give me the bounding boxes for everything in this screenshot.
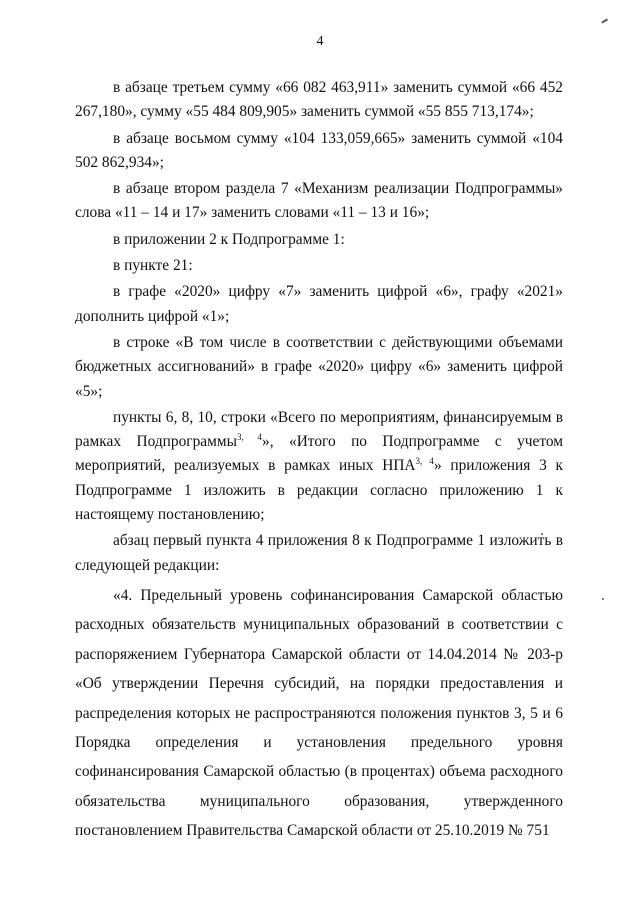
paragraph-items-text-1: пункты 6, 8, 10, строки «Всего по мероприятиям, финансируемым в рамках Подпрограммы bbox=[75, 408, 563, 451]
paragraph-column-2020: в графе «2020» цифру «7» заменить цифрой «6», графу «2021» дополнить цифрой «1»; bbox=[75, 283, 563, 325]
scan-mark bbox=[601, 18, 608, 23]
paragraph-items-text-2: », «Итого по Подпрограмме с учетом мероприятий, реализуемых в рамках иных НПА bbox=[75, 433, 563, 475]
paragraph-items-text-3: » приложения 3 к Подпрограмме 1 изложить в редакции согласно приложению 1 к настоящему постановлению; bbox=[75, 457, 563, 524]
page-number: 4 bbox=[316, 34, 324, 49]
paragraph-budget-third: в абзаце третьем сумму «66 082 463,911» заменить суммой «66 452 267,180», сумму «55 484 809,905» заменить суммой «55 855 713,174»; bbox=[75, 79, 563, 121]
paragraph-section-7: в абзаце втором раздела 7 «Механизм реализации Подпрограммы» слова «11 – 14 и 17» заменить словами «11 – 13 и 16»; bbox=[75, 180, 563, 222]
paragraph-appendix-2: в приложении 2 к Подпрограмме 1: bbox=[113, 230, 345, 248]
paragraph-budget-eighth: в абзаце восьмом сумму «104 133,059,665» заменить суммой «104 502 862,934»; bbox=[75, 129, 563, 171]
scan-mark bbox=[602, 598, 604, 600]
paragraph-item-21: в пункте 21: bbox=[113, 257, 193, 275]
paragraph-appendix-8: абзац первый пункта 4 приложения 8 к Подпрограмме 1 изложить в следующей редакции: bbox=[75, 532, 563, 574]
paragraph-row-assignments: в строке «В том числе в соответствии с действующими объемами бюджетных ассигнований» в графе «2020» цифру «6» заменить цифрой «5»; bbox=[75, 333, 563, 400]
footnote-ref-1: 3, 4 bbox=[236, 432, 263, 443]
paragraph-quoted-item-4: «4. Предельный уровень софинансирования Самарской областью расходных обязательств муниципальных образований в соответствии с распоряжением Губернатора Самарской области от 14.04.2014 № 203-р «Об утверждении Перечня субсидий, на порядки предоставления и распределения которых не распространяются положения пунктов 3, 5 и 6 Порядка определения и установления предельного уровня софинансирования Самарской областью (в процентах) объема расходного обязательства муниципального образования, утвержденного постановлением Правительства Самарской области от 25.10.2019 № 751 bbox=[75, 586, 563, 840]
footnote-ref-2: 3, 4 bbox=[415, 456, 434, 467]
paragraph-items-6-8-10 bbox=[75, 406, 563, 527]
document-body bbox=[75, 74, 563, 846]
